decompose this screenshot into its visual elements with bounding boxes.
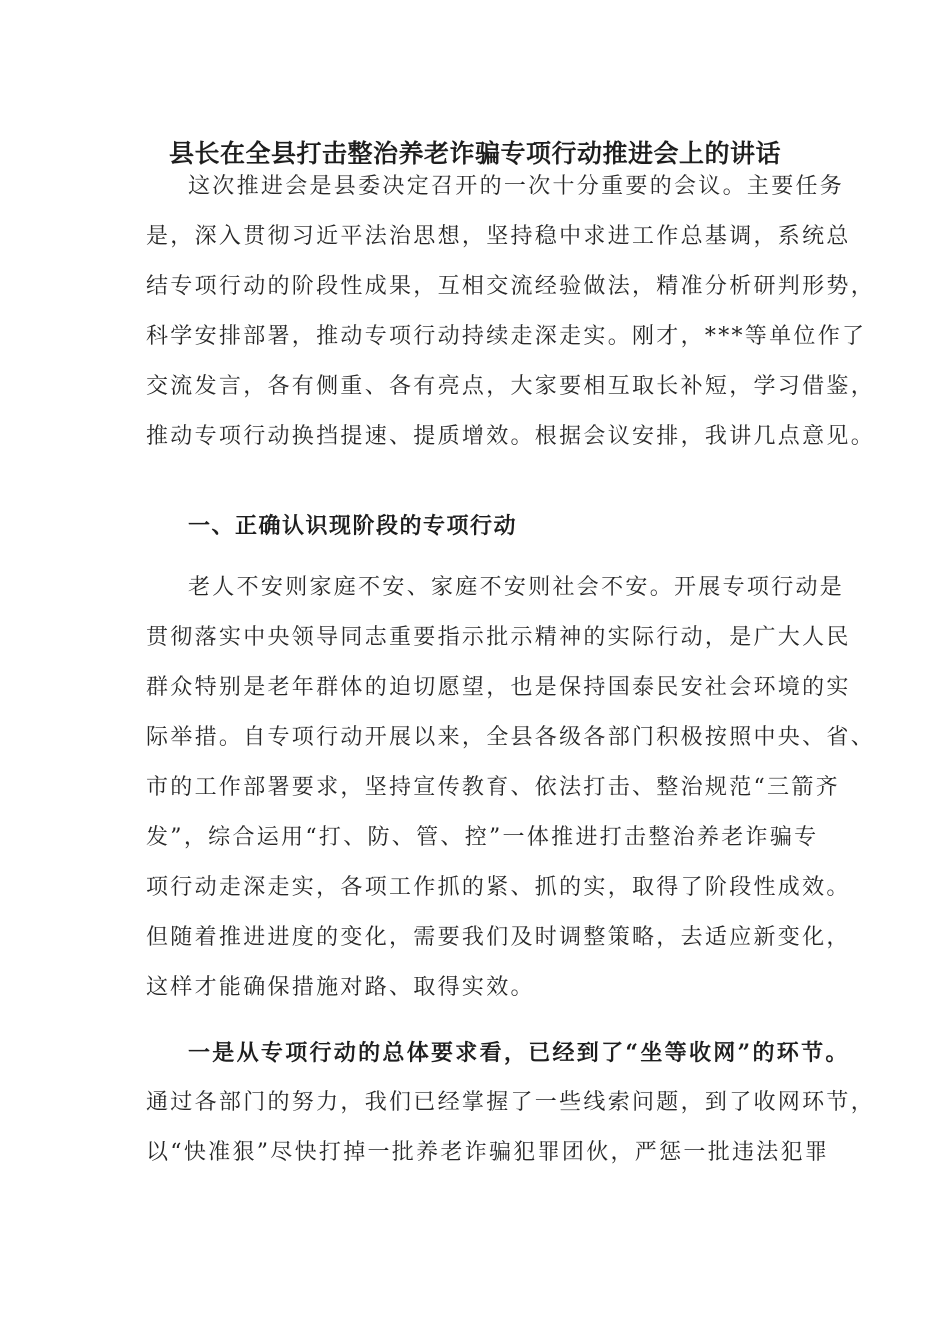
paragraph-line: 推动专项行动换挡提速、提质增效。根据会议安排，我讲几点意见。: [146, 424, 876, 449]
paragraph-line: 以“快准狠”尽快打掉一批养老诈骗犯罪团伙，严惩一批违法犯罪: [146, 1140, 830, 1165]
paragraph-line: 通过各部门的努力，我们已经掌握了一些线索问题，到了收网环节，: [146, 1090, 876, 1115]
paragraph-line: 结专项行动的阶段性成果，互相交流经验做法，精准分析研判形势，: [146, 274, 876, 299]
paragraph-line: 项行动走深走实，各项工作抓的紧、抓的实，取得了阶段性成效。: [146, 875, 851, 900]
paragraph-line: 际举措。自专项行动开展以来，全县各级各部门积极按照中央、省、: [146, 725, 876, 750]
point-lead-sentence: 一是从专项行动的总体要求看，已经到了“坐等收网”的环节。: [188, 1040, 850, 1066]
paragraph-line: 交流发言，各有侧重、各有亮点，大家要相互取长补短，学习借鉴，: [146, 374, 876, 399]
paragraph-line: 老人不安则家庭不安、家庭不安则社会不安。开展专项行动是: [188, 575, 845, 600]
document-title: 县长在全县打击整治养老诈骗专项行动推进会上的讲话: [168, 139, 781, 168]
point1-paragraph: [146, 1028, 876, 1178]
paragraph-line: 发”，综合运用“打、防、管、控”一体推进打击整治养老诈骗专: [146, 825, 819, 850]
paragraph-line: 市的工作部署要求，坚持宣传教育、依法打击、整治规范“三箭齐: [146, 775, 840, 800]
paragraph-line: 群众特别是老年群体的迫切愿望，也是保持国泰民安社会环境的实: [146, 675, 851, 700]
section1-paragraph: [146, 563, 876, 1013]
section-heading: 一、正确认识现阶段的专项行动: [188, 513, 518, 539]
paragraph-line: 但随着推进进度的变化，需要我们及时调整策略，去适应新变化，: [146, 925, 851, 950]
paragraph-line: 这样才能确保措施对路、取得实效。: [146, 975, 535, 1000]
paragraph-line: 贯彻落实中央领导同志重要指示批示精神的实际行动，是广大人民: [146, 625, 851, 650]
paragraph-line: 科学安排部署，推动专项行动持续走深走实。刚才，***等单位作了: [146, 324, 867, 349]
paragraph-line: 是，深入贯彻习近平法治思想，坚持稳中求进工作总基调，系统总: [146, 224, 851, 249]
paragraph-line: 这次推进会是县委决定召开的一次十分重要的会议。主要任务: [188, 174, 845, 199]
intro-paragraph: [146, 162, 876, 462]
